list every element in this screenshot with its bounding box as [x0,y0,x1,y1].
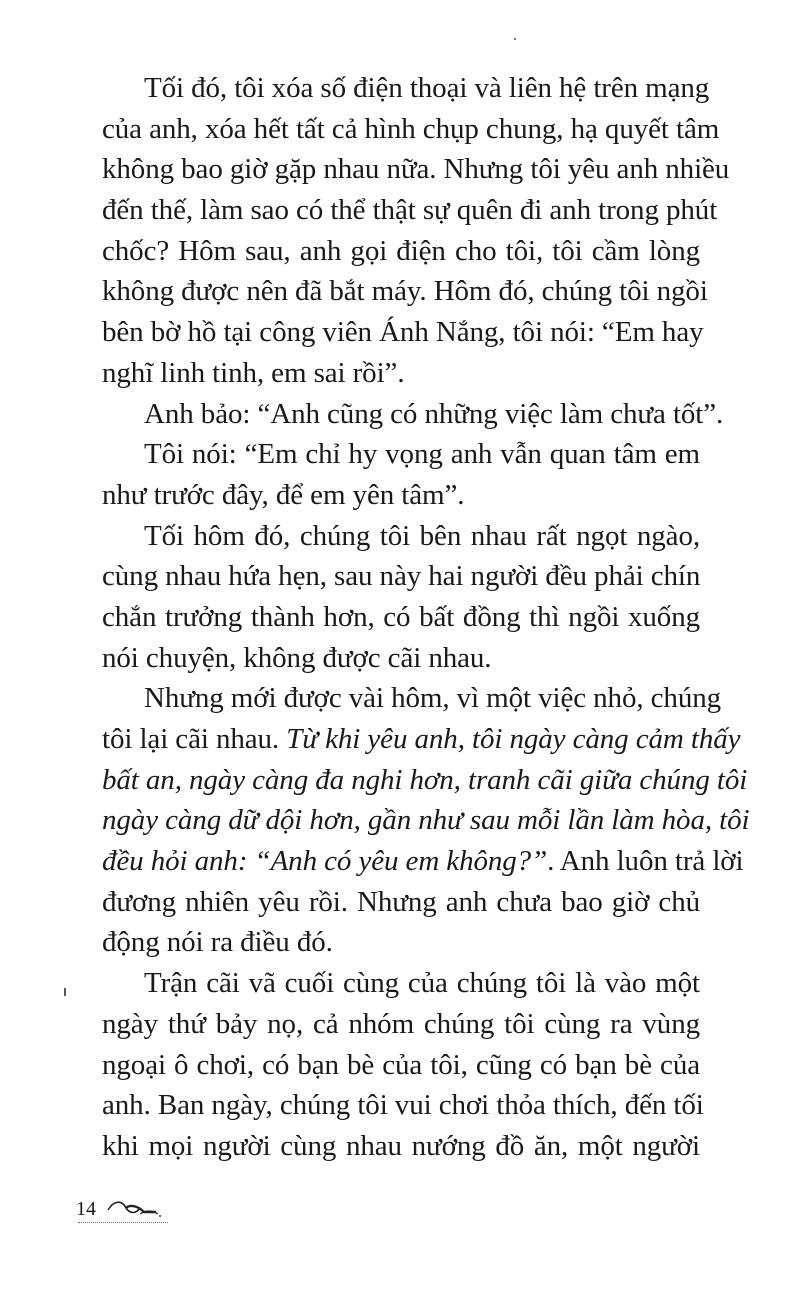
text-line: không được nên đã bắt máy. Hôm đó, chúng tôi ngồi [102,275,708,308]
text-line: khi mọi người cùng nhau nướng đồ ăn, một người [102,1129,700,1162]
text-line [102,841,744,882]
page-number: 14 [76,1198,96,1220]
footer-rule [78,1222,168,1223]
italic-text: đều hỏi anh: “Anh có yêu em không?” [102,845,548,878]
text-segment: . Anh luôn trả lời [547,845,744,878]
text-line: Tôi nói: “Em chỉ hy vọng anh vẫn quan tâm em [144,438,700,471]
ornament-icon [100,1196,170,1222]
text-line [102,760,748,801]
text-line: chắn trưởng thành hơn, có bất đồng thì ngồi xuống [102,600,700,633]
text-line: Trận cãi vã cuối cùng của chúng tôi là vào một [144,967,700,1000]
text-line: anh. Ban ngày, chúng tôi vui chơi thỏa thích, đến tối [102,1089,704,1122]
text-line: chốc? Hôm sau, anh gọi điện cho tôi, tôi cầm lòng [102,234,700,267]
text-line: động nói ra điều đó. [102,926,333,959]
text-line: đến thế, làm sao có thể thật sự quên đi anh trong phút [102,194,718,227]
text-line: như trước đây, để em yên tâm”. [102,478,465,511]
italic-text: Từ khi yêu anh, tôi ngày càng cảm thấy [286,723,741,755]
text-line: đương nhiên yêu rồi. Nhưng anh chưa bao giờ chủ [102,885,700,918]
text-segment: tôi lại cãi nhau. [102,723,287,755]
italic-text: ngày càng dữ dội hơn, gần như sau mỗi lần làm hòa, tôi [102,804,750,837]
text-line: cùng nhau hứa hẹn, sau này hai người đều phải chín [102,560,701,593]
text-line: ngày thứ bảy nọ, cả nhóm chúng tôi cùng ra vùng [102,1007,700,1040]
text-line: của anh, xóa hết tất cả hình chụp chung, hạ quyết tâm [102,112,720,145]
print-mark [514,38,516,40]
text-line: nghĩ linh tinh, em sai rồi”. [102,356,405,389]
text-line [102,719,741,760]
text-line: Tối hôm đó, chúng tôi bên nhau rất ngọt ngào, [144,519,700,552]
body-text [102,68,750,1167]
text-line [102,800,750,841]
text-line: Anh bảo: “Anh cũng có những việc làm chưa tốt”. [144,397,724,430]
print-mark [64,988,66,996]
text-line: Tối đó, tôi xóa số điện thoại và liên hệ trên mạng [144,72,710,104]
text-line: nói chuyện, không được cãi nhau. [102,641,492,674]
text-line: không bao giờ gặp nhau nữa. Nhưng tôi yêu anh nhiều [102,153,730,186]
text-line: bên bờ hồ tại công viên Ánh Nắng, tôi nói: “Em hay [102,316,704,349]
text-line: Nhưng mới được vài hôm, vì một việc nhỏ, chúng [144,682,722,715]
text-line: ngoại ô chơi, có bạn bè của tôi, cũng có bạn bè của [102,1048,700,1081]
italic-text: bất an, ngày càng đa nghi hơn, tranh cãi giữa chúng tôi [102,763,748,796]
